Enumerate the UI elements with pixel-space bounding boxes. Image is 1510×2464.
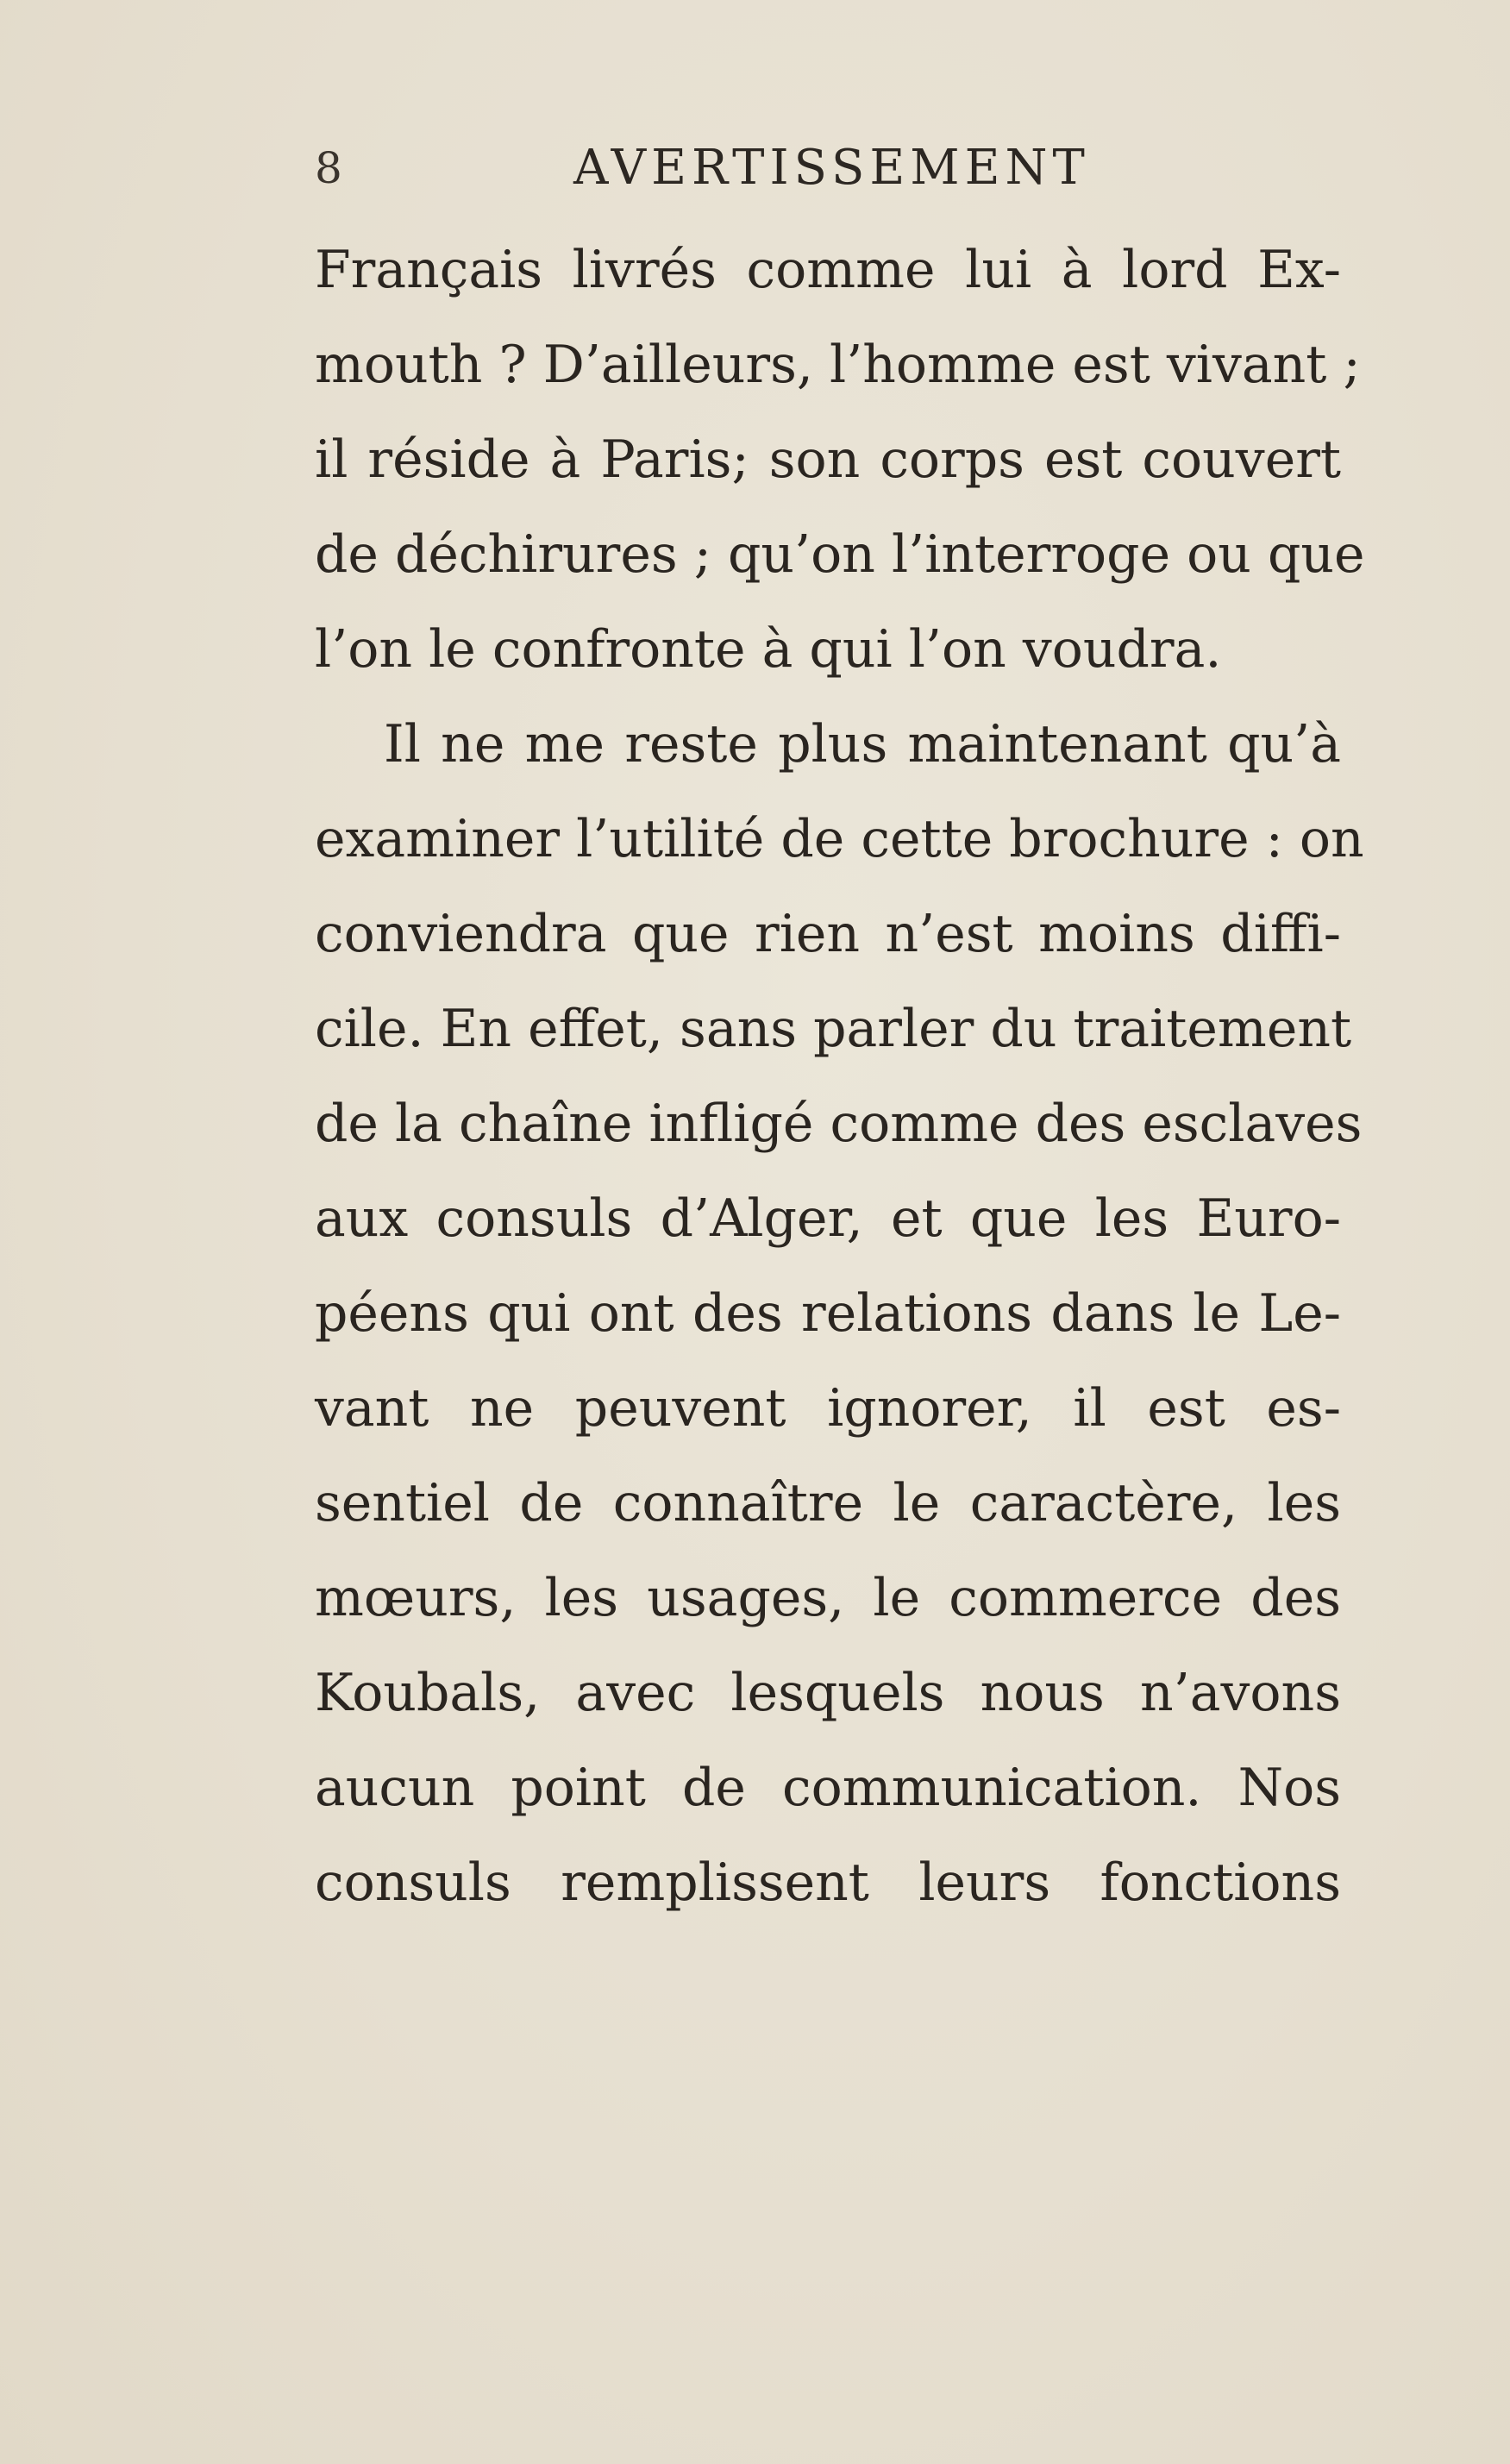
text-line: sentiel de connaître le caractère, les [315,1473,1341,1533]
text-line: mouth ? D’ailleurs, l’homme est vivant ; [315,335,1361,395]
page-header [315,138,1337,207]
text-line: conviendra que rien n’est moins diffi- [315,904,1341,964]
text-line: consuls remplissent leurs fonctions [315,1853,1341,1913]
text-line: aucun point de communication. Nos [315,1758,1341,1818]
text-line: de déchirures ; qu’on l’interroge ou que [315,524,1365,585]
text-line: l’on le confronte à qui l’on voudra. [315,619,1222,680]
paragraph-first-line: Il ne me reste plus maintenant qu’à [384,714,1341,774]
text-line: cile. En effet, sans parler du traitement [315,999,1352,1059]
running-title: AVERTISSEMENT [573,140,1090,196]
page-number: 8 [315,143,342,193]
text-line: mœurs, les usages, le commerce des [315,1568,1341,1628]
text-line: examiner l’utilité de cette brochure : on [315,809,1364,869]
text-line: vant ne peuvent ignorer, il est es- [315,1378,1341,1439]
body-text [315,223,1365,1930]
text-line: il réside à Paris; son corps est couvert [315,429,1341,490]
text-line: de la chaîne infligé comme des esclaves [315,1094,1363,1154]
text-line: Français livrés comme lui à lord Ex- [315,240,1341,300]
text-line: aux consuls d’Alger, et que les Euro- [315,1188,1341,1249]
text-line: péens qui ont des relations dans le Le- [315,1283,1341,1344]
text-line: Koubals, avec lesquels nous n’avons [315,1663,1341,1723]
